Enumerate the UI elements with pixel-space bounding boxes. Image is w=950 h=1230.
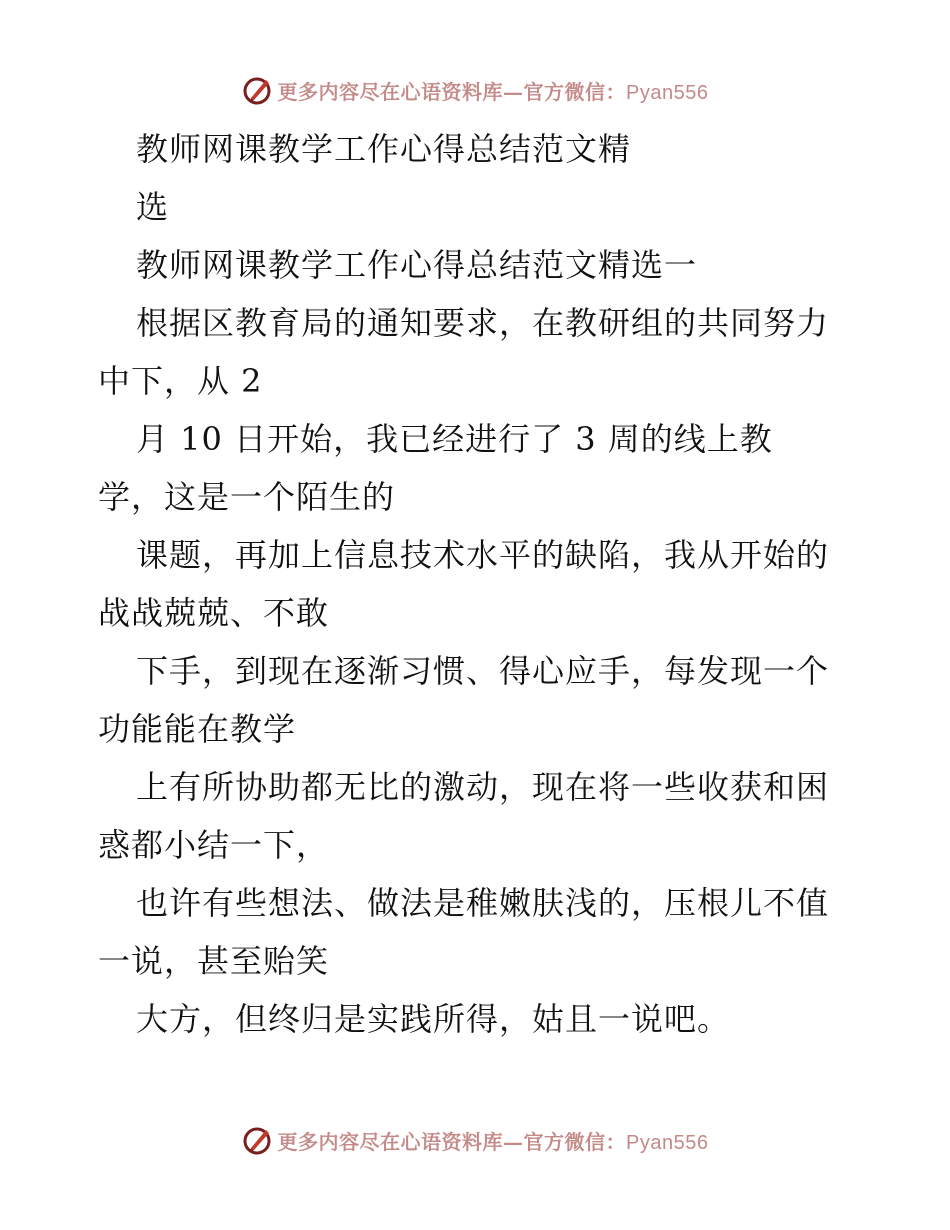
paragraph-line: 惑都小结一下， <box>98 826 330 864</box>
document-title-line: 教师网课教学工作心得总结范文精 <box>136 130 632 168</box>
banner-label: 更多内容尽在心语资料库—官方微信： <box>277 79 627 104</box>
paragraph-line: 下手，到现在逐渐习惯、得心应手，每发现一个 <box>136 652 830 690</box>
paragraph-line: 教师网课教学工作心得总结范文精选一 <box>136 246 698 284</box>
paragraph-line: 根据区教育局的通知要求，在教研组的共同努力 <box>136 304 830 342</box>
document-body <box>98 120 858 1048</box>
paragraph-line: 中下，从 2 <box>98 362 263 400</box>
paragraph-line: 学，这是一个陌生的 <box>98 478 396 516</box>
pen-logo-icon <box>242 1124 274 1156</box>
paragraph-line: 功能能在教学 <box>98 710 297 748</box>
paragraph-line: 也许有些想法、做法是稚嫩肤浅的，压根儿不值 <box>136 884 830 922</box>
paragraph-line: 上有所协助都无比的激动，现在将一些收获和困 <box>136 768 830 806</box>
pen-logo-icon <box>242 74 274 106</box>
header-banner <box>0 70 950 110</box>
paragraph-line: 战战兢兢、不敢 <box>98 594 330 632</box>
banner-text <box>278 76 709 105</box>
document-title-line: 选 <box>136 188 170 226</box>
wechat-id: Pyan556 <box>626 81 709 104</box>
paragraph-line: 一说，甚至贻笑 <box>98 942 330 980</box>
banner-label: 更多内容尽在心语资料库—官方微信： <box>277 1129 627 1154</box>
paragraph-line: 课题，再加上信息技术水平的缺陷，我从开始的 <box>136 536 830 574</box>
footer-banner <box>0 1120 950 1160</box>
banner-text <box>278 1126 709 1155</box>
paragraph-line: 月 10 日开始，我已经进行了 3 周的线上教 <box>136 420 773 458</box>
wechat-id: Pyan556 <box>626 1131 709 1154</box>
paragraph-line: 大方，但终归是实践所得，姑且一说吧。 <box>136 1000 731 1038</box>
